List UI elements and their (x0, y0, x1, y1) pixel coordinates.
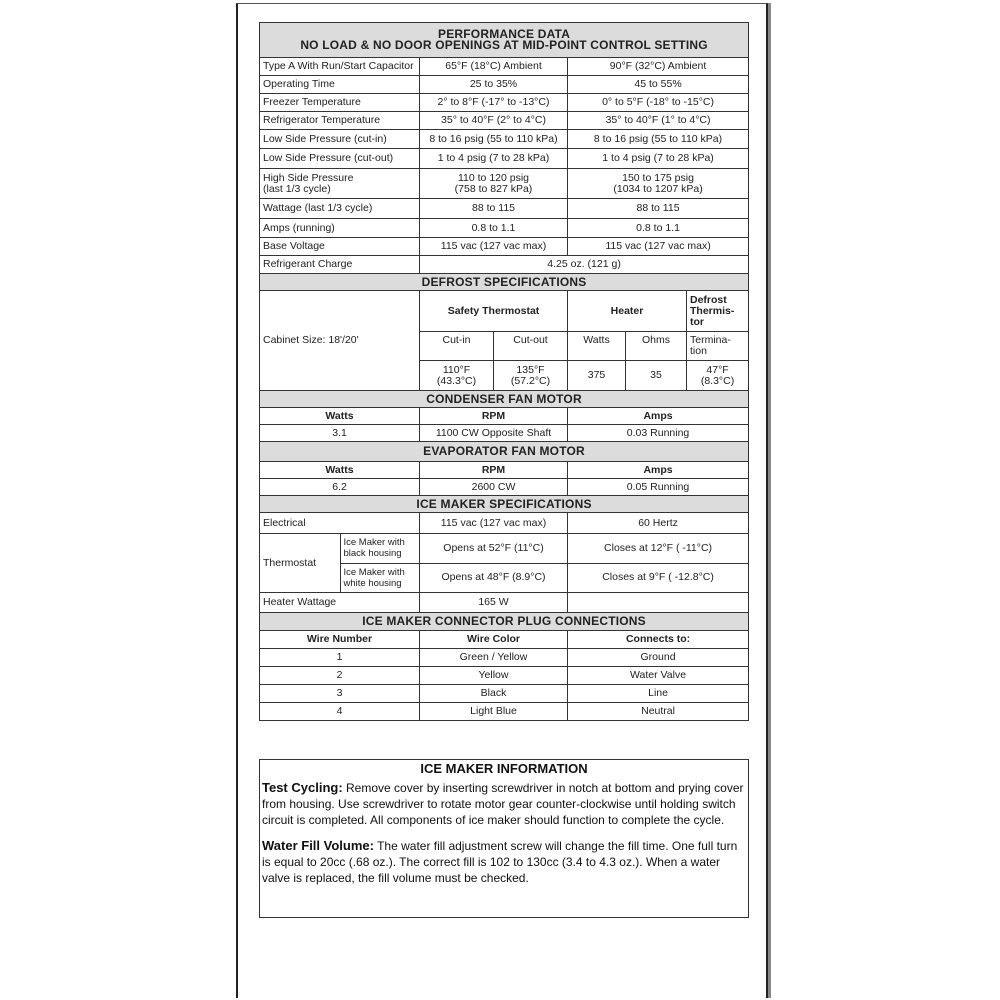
wire-color: Black (420, 685, 568, 703)
electrical-voltage: 115 vac (127 vac max) (420, 513, 568, 534)
row-value: 88 to 115 (420, 199, 568, 219)
high-side-label-line2: (last 1/3 cycle) (263, 182, 331, 195)
table-row (260, 425, 749, 442)
row-value: 25 to 35% (420, 76, 568, 94)
watts-header: Watts (568, 332, 626, 361)
table-row (260, 112, 749, 130)
row-label: Refrigerator Temperature (260, 112, 420, 130)
row-value: 35° to 40°F (1° to 4°C) (568, 112, 749, 130)
table-row (260, 649, 749, 667)
row-value: 0.8 to 1.1 (568, 219, 749, 238)
wire-number-header: Wire Number (260, 631, 420, 649)
ambient-90-header: 90°F (32°C) Ambient (568, 58, 749, 76)
evaporator-rpm: 2600 CW (420, 479, 568, 496)
cut-out-value (494, 361, 568, 391)
evaporator-title: EVAPORATOR FAN MOTOR (260, 442, 749, 462)
cut-in-header: Cut-in (420, 332, 494, 361)
table-row (260, 130, 749, 149)
ambient-65-header: 65°F (18°C) Ambient (420, 58, 568, 76)
cut-out-f: 135°F (516, 363, 545, 376)
black-housing-line1: Ice Maker with (343, 537, 405, 549)
termination-f: 47°F (706, 363, 729, 376)
defrost-title: DEFROST SPECIFICATIONS (260, 274, 749, 291)
high-side-kpa-90: (1034 to 1207 kPa) (613, 182, 703, 195)
row-value: 1 to 4 psig (7 to 28 kPa) (420, 149, 568, 169)
cut-out-c: (57.2°C) (510, 374, 551, 387)
table-row (260, 667, 749, 685)
black-housing-label (340, 534, 420, 563)
test-cycling-text: Remove cover by inserting screwdriver in notch at bottom and prying cover from housing. Use screwdriver to rotate motor gear counter-clockwise until holding switch circuit is completed. All components of ice maker should function to complete the cycle. (262, 781, 744, 827)
defrost-thermistor-header (687, 291, 749, 332)
termination-line1: Termina- (690, 334, 731, 346)
wire-connects-to: Neutral (568, 703, 749, 721)
electrical-label: Electrical (260, 513, 420, 534)
high-side-label-line1: High Side Pressure (263, 171, 354, 184)
black-housing-line2: black housing (343, 548, 402, 560)
cabinet-size: Cabinet Size: 18'/20' (260, 291, 420, 391)
wire-number: 3 (260, 685, 420, 703)
thermostat-cell (260, 534, 420, 593)
white-housing-line1: Ice Maker with (343, 566, 405, 578)
safety-thermostat-header: Safety Thermostat (420, 291, 568, 332)
table-row (260, 479, 749, 496)
table-row (260, 219, 749, 238)
high-side-psig-90: 150 to 175 psig (622, 171, 694, 184)
test-cycling-lead: Test Cycling: (262, 780, 343, 795)
heater-wattage-label: Heater Wattage (260, 593, 420, 613)
evaporator-watts: 6.2 (260, 479, 420, 496)
thermistor-line1: Defrost (690, 293, 727, 306)
connects-to-header: Connects to: (568, 631, 749, 649)
row-label: Wattage (last 1/3 cycle) (260, 199, 420, 219)
wire-connects-to: Line (568, 685, 749, 703)
condenser-rpm: 1100 CW Opposite Shaft (420, 425, 568, 442)
row-value: 8 to 16 psig (55 to 110 kPa) (568, 130, 749, 149)
refrigerant-charge-label: Refrigerant Charge (260, 256, 420, 274)
wire-number: 4 (260, 703, 420, 721)
row-label: Base Voltage (260, 238, 420, 256)
table-row (260, 94, 749, 112)
heater-ohms-value: 35 (626, 361, 687, 391)
row-label: Operating Time (260, 76, 420, 94)
table-row (260, 703, 749, 721)
table-row (260, 513, 749, 534)
condenser-amps: 0.03 Running (568, 425, 749, 442)
row-value: 0° to 5°F (-18° to -15°C) (568, 94, 749, 112)
wire-number: 1 (260, 649, 420, 667)
table-row (260, 685, 749, 703)
high-side-value-65 (420, 169, 568, 199)
row-value: 35° to 40°F (2° to 4°C) (420, 112, 568, 130)
row-value: 115 vac (127 vac max) (568, 238, 749, 256)
evaporator-amps-header: Amps (568, 462, 749, 479)
termination-line2: tion (690, 345, 707, 357)
black-housing-closes: Closes at 12°F ( -11°C) (568, 534, 749, 564)
ice-maker-information (259, 759, 749, 918)
table-row (260, 534, 749, 564)
performance-title-line1: PERFORMANCE DATA (437, 27, 571, 41)
high-side-value-90 (568, 169, 749, 199)
info-title: ICE MAKER INFORMATION (420, 761, 588, 776)
condenser-rpm-header: RPM (420, 408, 568, 425)
table-row (260, 238, 749, 256)
termination-header (687, 332, 749, 361)
performance-title (260, 23, 749, 58)
wire-color: Yellow (420, 667, 568, 685)
heater-wattage-value: 165 W (420, 593, 568, 613)
water-fill-text: The water fill adjustment screw will change the fill time. One full turn is equal to 20cc (.68 oz.). The correct fill is 102 to 130cc (3.4 to 4.3 oz.). When a water valve is replaced, the fill volume must be checked. (262, 839, 738, 885)
icemaker-title: ICE MAKER SPECIFICATIONS (260, 496, 749, 513)
high-side-kpa-65: (758 to 827 kPa) (454, 182, 533, 195)
table-row (260, 291, 749, 332)
wire-connects-to: Water Valve (568, 667, 749, 685)
cut-in-value (420, 361, 494, 391)
electrical-frequency: 60 Hertz (568, 513, 749, 534)
high-side-psig-65: 110 to 120 psig (457, 171, 530, 184)
high-side-label (260, 169, 420, 199)
performance-spec-table (259, 22, 749, 721)
refrigerant-charge-value: 4.25 oz. (121 g) (420, 256, 749, 274)
heater-wattage-empty (568, 593, 749, 613)
test-cycling-paragraph (260, 780, 748, 828)
table-row (260, 149, 749, 169)
condenser-title: CONDENSER FAN MOTOR (260, 391, 749, 408)
cut-out-header: Cut-out (494, 332, 568, 361)
table-row (260, 58, 749, 76)
ohms-header: Ohms (626, 332, 687, 361)
table-row (260, 408, 749, 425)
termination-c: (8.3°C) (700, 374, 735, 387)
white-housing-line2: white housing (343, 577, 402, 589)
row-value: 115 vac (127 vac max) (420, 238, 568, 256)
row-label: Low Side Pressure (cut-out) (260, 149, 420, 169)
white-housing-label (340, 563, 420, 592)
row-label: Low Side Pressure (cut-in) (260, 130, 420, 149)
evaporator-watts-header: Watts (260, 462, 420, 479)
wire-color: Green / Yellow (420, 649, 568, 667)
evaporator-amps: 0.05 Running (568, 479, 749, 496)
table-row (260, 462, 749, 479)
connector-title: ICE MAKER CONNECTOR PLUG CONNECTIONS (260, 613, 749, 631)
termination-value (687, 361, 749, 391)
black-housing-opens: Opens at 52°F (11°C) (420, 534, 568, 564)
row-value: 8 to 16 psig (55 to 110 kPa) (420, 130, 568, 149)
table-row (260, 76, 749, 94)
row-value: 45 to 55% (568, 76, 749, 94)
wire-number: 2 (260, 667, 420, 685)
wire-color: Light Blue (420, 703, 568, 721)
thermistor-line2: Thermis- (690, 304, 735, 317)
white-housing-opens: Opens at 48°F (8.9°C) (420, 563, 568, 593)
condenser-amps-header: Amps (568, 408, 749, 425)
wire-color-header: Wire Color (420, 631, 568, 649)
table-row (260, 199, 749, 219)
performance-title-line2: NO LOAD & NO DOOR OPENINGS AT MID-POINT CONTROL SETTING (300, 38, 708, 52)
table-row (260, 631, 749, 649)
table-row (260, 169, 749, 199)
condenser-watts: 3.1 (260, 425, 420, 442)
table-row (260, 593, 749, 613)
row-value: 0.8 to 1.1 (420, 219, 568, 238)
row-value: 88 to 115 (568, 199, 749, 219)
wire-connects-to: Ground (568, 649, 749, 667)
row-label: Freezer Temperature (260, 94, 420, 112)
row-value: 2° to 8°F (-17° to -13°C) (420, 94, 568, 112)
row-label: Amps (running) (260, 219, 420, 238)
cut-in-c: (43.3°C) (436, 374, 477, 387)
condenser-watts-header: Watts (260, 408, 420, 425)
white-housing-closes: Closes at 9°F ( -12.8°C) (568, 563, 749, 593)
thermostat-label: Thermostat (260, 534, 340, 592)
cut-in-f: 110°F (442, 363, 471, 376)
row-value: 1 to 4 psig (7 to 28 kPa) (568, 149, 749, 169)
thermistor-line3: tor (690, 315, 704, 328)
water-fill-paragraph (260, 838, 748, 886)
water-fill-lead: Water Fill Volume: (262, 838, 374, 853)
heater-header: Heater (568, 291, 687, 332)
table-row (260, 256, 749, 274)
performance-header-label: Type A With Run/Start Capacitor (260, 58, 420, 76)
heater-watts-value: 375 (568, 361, 626, 391)
evaporator-rpm-header: RPM (420, 462, 568, 479)
